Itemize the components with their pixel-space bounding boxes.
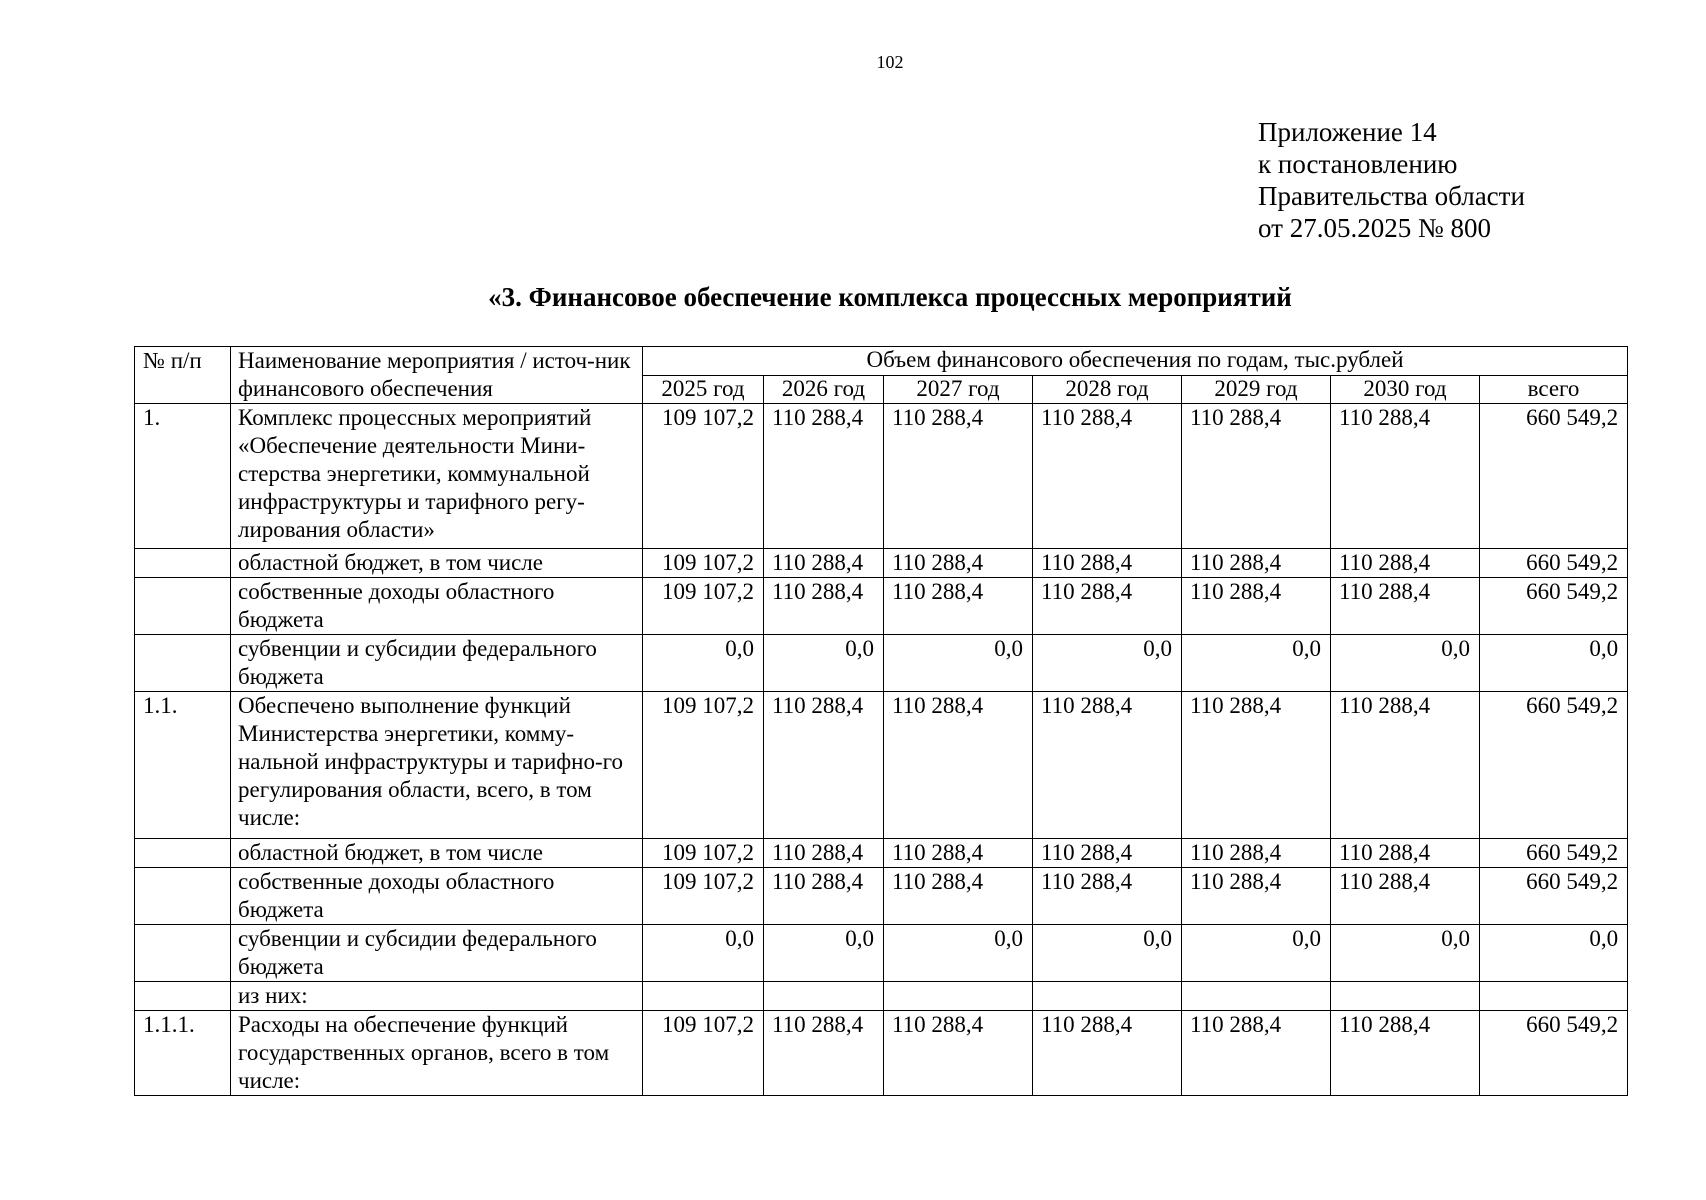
row-year-value: 110 288,4 (884, 578, 1033, 635)
table-body (135, 404, 1628, 1096)
table-row (135, 635, 1628, 692)
table-row (135, 868, 1628, 925)
row-year-value: 0,0 (764, 635, 884, 692)
row-year-value (1182, 982, 1331, 1011)
row-year-value: 110 288,4 (764, 578, 884, 635)
row-number (135, 925, 231, 982)
row-number (135, 635, 231, 692)
row-year-value: 109 107,2 (643, 404, 764, 549)
row-year-value: 0,0 (764, 925, 884, 982)
row-year-value: 110 288,4 (1182, 578, 1331, 635)
row-year-value: 110 288,4 (764, 404, 884, 549)
row-year-value: 0,0 (1033, 925, 1182, 982)
row-total-value: 660 549,2 (1480, 404, 1628, 549)
row-year-value: 0,0 (884, 635, 1033, 692)
table-header-row-1 (135, 347, 1628, 376)
row-year-value: 110 288,4 (1182, 1011, 1331, 1096)
row-number: 1. (135, 404, 231, 549)
header-name: Наименование мероприятия / источ-ник финансового обеспечения (231, 347, 643, 404)
row-year-value: 110 288,4 (1331, 839, 1480, 868)
row-year-value: 110 288,4 (884, 839, 1033, 868)
row-year-value: 109 107,2 (643, 692, 764, 839)
header-year-2027: 2027 год (884, 375, 1033, 404)
row-year-value: 0,0 (884, 925, 1033, 982)
page-number: 102 (876, 52, 904, 72)
appendix-block (1258, 116, 1525, 244)
appendix-line-4: от 27.05.2025 № 800 (1258, 213, 1491, 243)
table-row (135, 839, 1628, 868)
row-year-value: 109 107,2 (643, 578, 764, 635)
row-year-value: 110 288,4 (1331, 868, 1480, 925)
row-year-value: 110 288,4 (1033, 578, 1182, 635)
row-total-value: 660 549,2 (1480, 549, 1628, 578)
row-total-value: 660 549,2 (1480, 692, 1628, 839)
row-year-value: 110 288,4 (764, 692, 884, 839)
row-number (135, 982, 231, 1011)
table-row (135, 404, 1628, 549)
row-year-value (643, 982, 764, 1011)
row-year-value: 0,0 (1182, 635, 1331, 692)
row-number (135, 839, 231, 868)
row-name: Комплекс процессных мероприятий «Обеспечение деятельности Мини-стерства энергетики, коммунальной инфраструктуры и тарифного регу-лирования области» (231, 404, 643, 549)
row-year-value: 110 288,4 (764, 1011, 884, 1096)
table-row (135, 925, 1628, 982)
row-year-value: 110 288,4 (1033, 839, 1182, 868)
row-year-value: 110 288,4 (884, 404, 1033, 549)
row-name: областной бюджет, в том числе (231, 839, 643, 868)
row-year-value: 110 288,4 (764, 839, 884, 868)
row-year-value: 110 288,4 (1182, 404, 1331, 549)
row-name: собственные доходы областного бюджета (231, 868, 643, 925)
row-total-value: 660 549,2 (1480, 578, 1628, 635)
row-year-value (1033, 982, 1182, 1011)
row-year-value (884, 982, 1033, 1011)
row-name: субвенции и субсидии федерального бюджета (231, 635, 643, 692)
row-name: областной бюджет, в том числе (231, 549, 643, 578)
row-year-value: 0,0 (643, 635, 764, 692)
table-row (135, 692, 1628, 839)
row-year-value: 110 288,4 (1182, 868, 1331, 925)
row-year-value: 110 288,4 (1331, 692, 1480, 839)
row-year-value: 110 288,4 (1331, 549, 1480, 578)
row-year-value: 110 288,4 (1182, 839, 1331, 868)
table-row (135, 1011, 1628, 1096)
header-total: всего (1480, 375, 1628, 404)
row-number (135, 868, 231, 925)
row-number (135, 549, 231, 578)
header-year-2025: 2025 год (643, 375, 764, 404)
row-number (135, 578, 231, 635)
row-year-value: 110 288,4 (1033, 692, 1182, 839)
appendix-line-3: Правительства области (1258, 181, 1525, 211)
row-year-value: 110 288,4 (884, 692, 1033, 839)
table-row (135, 578, 1628, 635)
row-year-value: 109 107,2 (643, 868, 764, 925)
row-year-value: 110 288,4 (884, 1011, 1033, 1096)
row-year-value: 110 288,4 (1182, 692, 1331, 839)
row-name: Расходы на обеспечение функций государственных органов, всего в том числе: (231, 1011, 643, 1096)
row-total-value: 660 549,2 (1480, 1011, 1628, 1096)
table-row (135, 549, 1628, 578)
row-year-value: 110 288,4 (1331, 404, 1480, 549)
row-year-value: 0,0 (1331, 635, 1480, 692)
row-year-value: 109 107,2 (643, 549, 764, 578)
row-name: субвенции и субсидии федерального бюджета (231, 925, 643, 982)
row-year-value: 109 107,2 (643, 1011, 764, 1096)
header-year-2030: 2030 год (1331, 375, 1480, 404)
row-year-value (764, 982, 884, 1011)
row-year-value: 110 288,4 (1033, 404, 1182, 549)
row-total-value: 660 549,2 (1480, 839, 1628, 868)
row-total-value: 0,0 (1480, 635, 1628, 692)
row-name: из них: (231, 982, 643, 1011)
row-name: Обеспечено выполнение функций Министерства энергетики, комму-нальной инфраструктуры и тарифно-го регулирования области, всего, в том числе: (231, 692, 643, 839)
row-year-value: 110 288,4 (1331, 578, 1480, 635)
row-year-value: 110 288,4 (884, 549, 1033, 578)
row-year-value (1331, 982, 1480, 1011)
row-year-value: 110 288,4 (1182, 549, 1331, 578)
row-total-value (1480, 982, 1628, 1011)
row-year-value: 0,0 (1182, 925, 1331, 982)
row-number: 1.1. (135, 692, 231, 839)
row-year-value: 110 288,4 (764, 549, 884, 578)
header-year-2028: 2028 год (1033, 375, 1182, 404)
row-year-value: 0,0 (643, 925, 764, 982)
row-year-value: 110 288,4 (1033, 549, 1182, 578)
row-total-value: 660 549,2 (1480, 868, 1628, 925)
row-year-value: 0,0 (1033, 635, 1182, 692)
row-year-value: 110 288,4 (884, 868, 1033, 925)
row-year-value: 0,0 (1331, 925, 1480, 982)
row-total-value: 0,0 (1480, 925, 1628, 982)
header-volume: Объем финансового обеспечения по годам, тыс.рублей (643, 347, 1628, 376)
row-year-value: 110 288,4 (1033, 868, 1182, 925)
row-year-value: 110 288,4 (1033, 1011, 1182, 1096)
appendix-line-2: к постановлению (1258, 149, 1458, 179)
row-year-value: 110 288,4 (764, 868, 884, 925)
row-number: 1.1.1. (135, 1011, 231, 1096)
appendix-line-1: Приложение 14 (1258, 117, 1437, 147)
row-name: собственные доходы областного бюджета (231, 578, 643, 635)
header-year-2026: 2026 год (764, 375, 884, 404)
header-year-2029: 2029 год (1182, 375, 1331, 404)
financing-table (134, 346, 1628, 1096)
header-no: № п/п (135, 347, 231, 404)
section-title: «3. Финансовое обеспечение комплекса процессных мероприятий (488, 282, 1292, 312)
row-year-value: 110 288,4 (1331, 1011, 1480, 1096)
row-year-value: 109 107,2 (643, 839, 764, 868)
table-row (135, 982, 1628, 1011)
